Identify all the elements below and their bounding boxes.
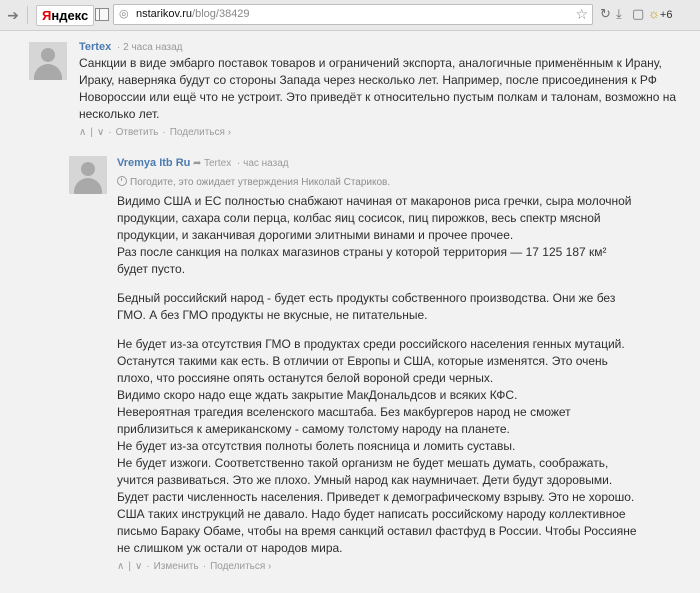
comment-author[interactable]: Vremya Itb Ru [117, 157, 191, 169]
comment-paragraph: США таких инструкций не давало. Надо будет написать российскому народу коллективное письмо Бараку Обаме, чтобы на время санкций оставил фастфуд в России. Чтобы Россияне не слишком уж остали от народов мира. [117, 507, 637, 555]
downvote-icon[interactable]: ∨ [134, 561, 143, 572]
back-arrow-icon[interactable]: ➔ [7, 7, 19, 23]
comment-time[interactable]: · час назад [237, 158, 289, 169]
comment-text [117, 193, 637, 557]
comment-paragraph: Невероятная трагедия вселенского масштаба. Без макбургеров народ не сможет приблизиться к американскому - самому толстому народу на планете. [117, 405, 571, 436]
reply-link[interactable]: Ответить [115, 127, 159, 138]
comment-time[interactable]: · 2 часа назад [117, 42, 183, 53]
vote-divider: | [128, 561, 131, 572]
comment-actions [79, 127, 235, 138]
moderation-notice [117, 176, 390, 188]
refresh-icon[interactable]: ↻ [600, 6, 611, 21]
yandex-logo[interactable] [36, 5, 94, 26]
clock-icon [117, 176, 127, 186]
dot: · [108, 127, 112, 138]
dot: · [162, 127, 166, 138]
comment-actions [117, 561, 275, 572]
comment-paragraph: Раз после санкция на полках магазинов страны у которой территория — 17 125 187 км² будет пусто. [117, 245, 607, 276]
logo-rest: ндекс [51, 8, 89, 23]
site-globe-icon: ◎ [119, 8, 129, 20]
comment-paragraph: Не будет из-за отсутствия ГМО в продуктах среди российского населения генных мутаций. Останутся такими как есть. В отличии от Европы и США, которые изменятся. Это очень плохо, что россияне опять останутся белой вороной среди черных. [117, 337, 625, 385]
avatar-body [34, 64, 62, 80]
comment-paragraph: Видимо США и ЕС полностью снабжают начиная от макаронов риса гречки, сыра молочной продукции, сахара соли перца, колбас яиц сосисок, пиц пирожков, весь спектр мясной продукции, и заканчивая дорогими элитными винами и прочее прочее. [117, 194, 632, 242]
upvote-icon[interactable]: ∧ [117, 561, 125, 572]
vote-divider: | [90, 127, 93, 138]
logo-first-letter: Я [42, 8, 52, 23]
share-link[interactable]: Поделиться › [210, 561, 272, 572]
sun-icon: ☼ [648, 6, 660, 21]
avatar[interactable] [29, 42, 67, 80]
comment-paragraph: Бедный российский народ - будет есть продукты собственного производства. Они же без ГМО. А без ГМО продукты не вкусные, не питательные. [117, 291, 616, 322]
avatar-head [41, 48, 55, 62]
address-bar[interactable] [113, 4, 593, 25]
comment-paragraph: Не будет из-за отсутствия полноты болеть поясница и ломить суставы. [117, 439, 516, 453]
extension-icon[interactable]: ▢ [632, 6, 645, 21]
avatar[interactable] [69, 156, 107, 194]
share-link[interactable]: Поделиться › [169, 127, 232, 138]
bookmark-star-icon[interactable]: ☆ [575, 6, 588, 22]
comment-text [79, 55, 679, 123]
upvote-icon[interactable]: ∧ [79, 127, 87, 138]
avatar-body [74, 178, 102, 194]
comment-paragraph: Не будет изжоги. Соответственно такой организм не будет мешать думать, соображать, учится развиваться. Это же плохо. Умный народ как наумничает. Дети будут здоровыми. Будет расти численность населения. Приведет к демографическому взрыву. Это не хорошо. [117, 456, 635, 504]
comment-author[interactable]: Tertex [79, 41, 112, 53]
downvote-icon[interactable]: ∨ [96, 127, 105, 138]
download-icon[interactable]: ⤓ [616, 6, 622, 21]
comment-paragraph: Санкции в виде эмбарго поставок товаров и ограничений экспорта, аналогичные применённым к Ирану, Ираку, наверняка будут со стороны Запада через несколько лет. Например, после присоединения к РФ Новороссии или ещё что не устроит. Это приведёт к относительно пустым полкам и талонам, возможно на несколько лет. [79, 56, 677, 121]
moderation-text: Погодите, это ожидает утверждения Николай Стариков. [130, 177, 391, 188]
url-text[interactable] [136, 5, 250, 24]
edit-link[interactable]: Изменить [153, 561, 199, 572]
weather-temp: +6 [659, 9, 673, 21]
dot: · [202, 561, 207, 572]
weather-widget[interactable] [648, 5, 672, 24]
url-path: /blog/38429 [192, 8, 250, 20]
url-domain: nstarikov.ru [136, 8, 193, 20]
toolbar-divider [27, 6, 28, 24]
dot: · [146, 561, 150, 572]
comment-paragraph: Видимо скоро надо еще ждать закрытие МакДональдсов и всяких КФС. [117, 388, 518, 402]
reply-to-link[interactable]: ➦ Tertex [193, 158, 232, 169]
tabs-icon[interactable] [95, 8, 109, 21]
browser-toolbar [0, 0, 700, 31]
avatar-head [81, 162, 95, 176]
